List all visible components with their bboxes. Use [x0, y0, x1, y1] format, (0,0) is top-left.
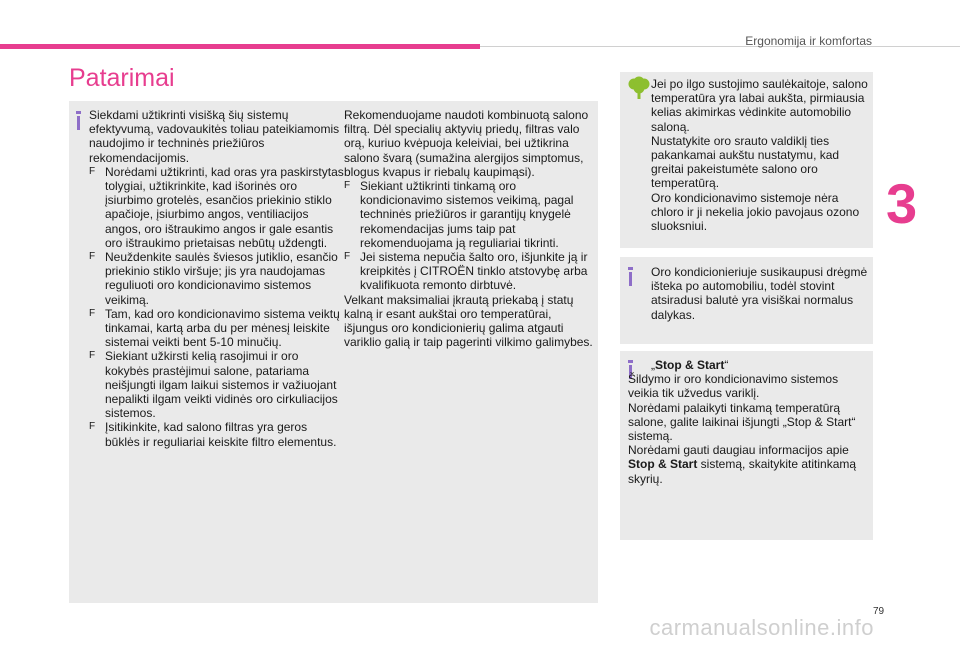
chapter-number: 3 — [886, 172, 918, 235]
eco-tip-line: Oro kondicionavimo sistemoje nėra chloro ir ji nekelia jokio pavojaus ozono sluoksniui. — [651, 190, 860, 234]
bullet-mark: F — [344, 180, 351, 192]
open-quote: „ — [651, 358, 655, 372]
bullet-item — [89, 250, 345, 307]
intro-text: Siekdami užtikrinti visišką šių sistemų efektyvumą, vadovaukitės toliau pateikiamomis naudojimo ir techninės priežiūros rekomendacijomis. — [89, 108, 340, 165]
filter-text: Rekomenduojame naudoti kombinuotą salono filtrą. Dėl specialių aktyvių priedų, filtras valo orą, kuriuo kvėpuoja keleiviai, bei užtikrina salono švarą (sumažina alergijos simptomus, blogus kvapus ir riebalų kaupimąsi). — [344, 108, 589, 179]
stop-start-line: Šildymo ir oro kondicionavimo sistemos veikia tik užvedus variklį. — [628, 372, 839, 401]
bullet-item — [89, 165, 345, 250]
bullet-text: Siekiant užkirsti kelią rasojimui ir oro kokybės prastėjimui salone, patariama neišjungti ilgam laikui sistemos ir važiuojant nepalikti ilgam veikti vidinės oro cirkuliacijos sistemos. — [105, 349, 338, 421]
stop-start-title: Stop & Start — [655, 358, 725, 372]
main-column-right — [344, 108, 594, 349]
towing-text: Velkant maksimaliai įkrautą priekabą į statų kalną ir esant aukštai oro temperatūrai, išjungus oro kondicionierių galima atgauti variklio galią ir taip pagerinti vilkimo galimybes. — [344, 292, 593, 350]
info-icon — [629, 272, 632, 286]
more-after: sistemą, skaitykite atitinkamą skyrių. — [628, 457, 857, 486]
page-title: Patarimai — [69, 64, 175, 92]
main-column-left — [89, 108, 345, 449]
stop-start-line: Norėdami palaikyti tinkamą temperatūrą salone, galite laikinai išjungti „Stop & Start“ sistemą. — [628, 400, 856, 444]
bullet-mark: F — [89, 350, 96, 362]
stop-start-more — [628, 443, 868, 486]
bullet-item — [89, 307, 345, 350]
info-icon — [77, 116, 80, 130]
bullet-list-right — [344, 179, 594, 293]
bullet-text: Norėdami užtikrinti, kad oras yra paskirstytas tolygiai, užtikrinkite, kad išorinės oro įsiurbimo grotelės, esančios priekinio stiklo apačioje, įsiurbimo angos, ventiliacijos angos, oro ištraukimo angos ir gale esantis oro ištraukimo prietaisas nebūtų uždengti. — [105, 164, 344, 250]
page-number: 79 — [873, 606, 885, 617]
bullet-mark: F — [89, 165, 96, 177]
watermark: carmanualsonline.info — [649, 615, 874, 640]
eco-tip-text — [651, 77, 871, 233]
bullet-item — [89, 349, 345, 420]
bullet-item — [344, 250, 594, 293]
stop-start-text — [628, 358, 868, 486]
eco-tree-icon — [628, 76, 650, 100]
bullet-text: Jei sistema nepučia šalto oro, išjunkite ją ir kreipkitės į CITROËN tinklo atstovybę arba kvalifikuota remonto dirbtuvė. — [360, 250, 588, 293]
stop-start-heading — [628, 358, 868, 372]
more-before: Norėdami gauti daugiau informacijos apie — [628, 443, 849, 458]
bullet-mark: F — [89, 307, 96, 319]
bullet-mark: F — [89, 421, 96, 433]
condensation-text: Oro kondicionieriuje susikaupusi drėgmė išteka po automobiliu, todėl stovint atsiradusi balutė yra visiškai normalus dalykas. — [651, 265, 868, 322]
bullet-mark: F — [344, 251, 351, 263]
header-accent-bar — [0, 44, 480, 49]
bullet-mark: F — [89, 251, 96, 263]
bullet-text: Įsitikinkite, kad salono filtras yra geros būklės ir reguliariai keiskite filtro elementus. — [105, 420, 337, 449]
bullet-item — [89, 420, 345, 448]
bullet-text: Siekiant užtikrinti tinkamą oro kondicionavimo sistemos veikimą, pagal techninės priežiūros ir garantijų knygelė rekomendacijas jums taip pat rekomenduojama ją reguliariai tikrinti. — [360, 179, 574, 250]
more-strong: Stop & Start — [628, 457, 698, 472]
bullet-text: Tam, kad oro kondicionavimo sistema veiktų tinkamai, kartą arba du per mėnesį leiskite sistemai veikti bent 5-10 minučių. — [105, 306, 340, 350]
bullet-list-left — [89, 165, 345, 449]
bullet-item — [344, 179, 594, 250]
eco-tip-line: Jei po ilgo sustojimo saulėkaitoje, salono temperatūra yra labai aukšta, pirmiausia kelias akimirkas vėdinkite automobilio saloną. — [651, 77, 868, 134]
section-title: Ergonomija ir komfortas — [745, 34, 872, 48]
bullet-text: Neuždenkite saulės šviesos jutiklio, esančio priekinio stiklo viršuje; jis yra naudojamas reguliuoti oro kondicionavimo sistemos veikimą. — [105, 250, 338, 307]
header-divider — [480, 46, 960, 47]
eco-tip-line: Nustatykite oro srauto valdiklį ties pakankamai aukštu nustatymu, kad greitai pakeistumėte salono oro temperatūrą. — [651, 133, 840, 191]
close-quote: “ — [724, 358, 729, 372]
